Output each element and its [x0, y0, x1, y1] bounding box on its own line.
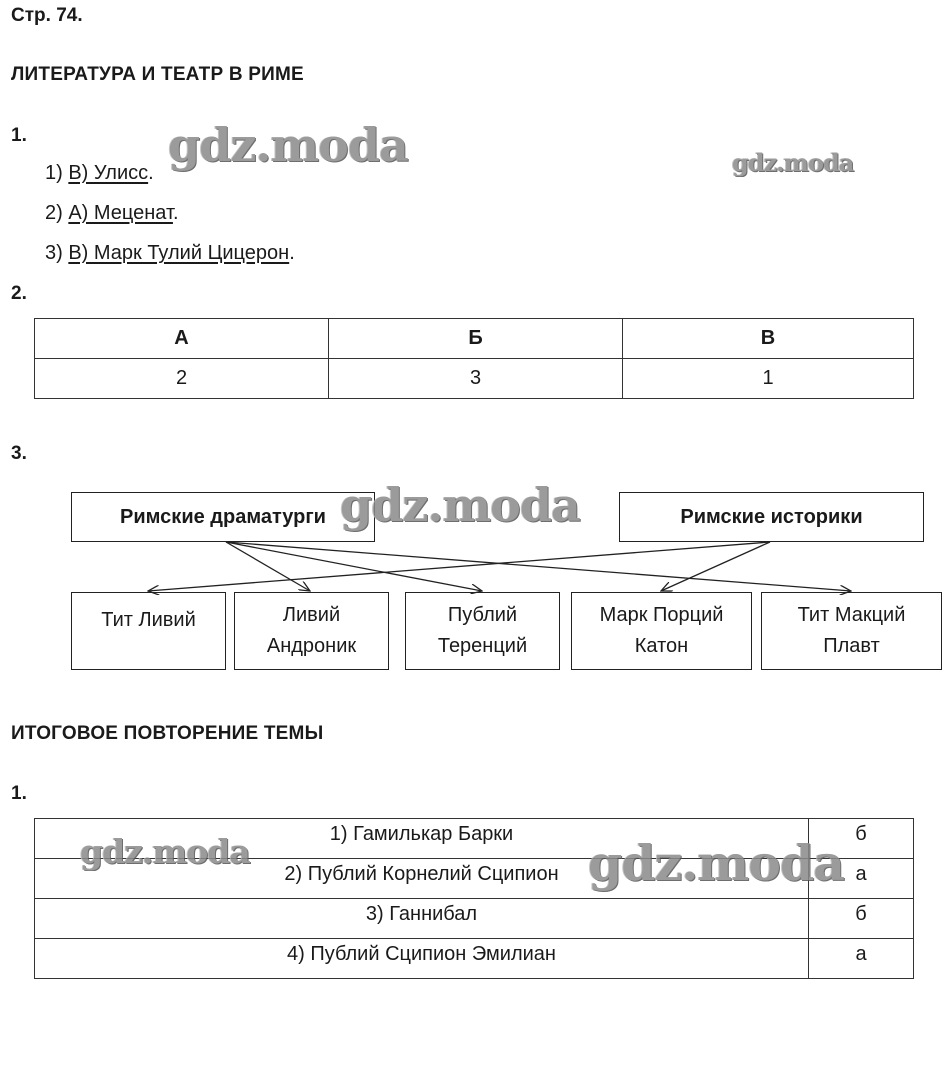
question-number: 3. — [11, 443, 27, 464]
person-box — [405, 592, 560, 670]
answer-text: В) Улисс — [68, 162, 149, 184]
table-cell-name: 2) Публий Корнелий Сципион — [35, 859, 809, 899]
answer-prefix: 1) — [45, 162, 69, 184]
watermark: gdz.moda — [168, 118, 408, 172]
person-name-line: Плавт — [823, 635, 880, 657]
answer-suffix: . — [172, 202, 179, 224]
question-number: 1. — [11, 783, 27, 804]
person-name-line: Марк Порций — [599, 604, 724, 626]
person-name-line: Публий — [447, 604, 518, 626]
question-number: 2. — [11, 283, 27, 304]
person-name-line: Теренций — [437, 635, 528, 657]
table-cell-answer: б — [809, 819, 914, 859]
person-name-line: Андроник — [266, 635, 357, 657]
page-heading: Стр. 74. — [11, 5, 83, 26]
answer-text: А) Меценат — [68, 202, 173, 224]
table-cell: 1 — [623, 359, 914, 399]
table-cell: 2 — [35, 359, 329, 399]
arrow-line — [226, 542, 482, 591]
person-name-line: Катон — [634, 635, 689, 657]
answer-prefix: 3) — [45, 242, 69, 264]
table-cell-answer: а — [809, 859, 914, 899]
arrow-line — [226, 542, 851, 591]
table-cell-name: 1) Гамилькар Барки — [35, 819, 809, 859]
table-header-b: Б — [329, 319, 623, 359]
person-name: Тит Ливий — [101, 608, 196, 631]
table-cell-name: 3) Ганнибал — [35, 899, 809, 939]
answer-suffix: . — [289, 242, 295, 264]
person-box — [234, 592, 389, 670]
group-label: Римские историки — [680, 505, 863, 528]
section-title-literature: ЛИТЕРАТУРА И ТЕАТР В РИМЕ — [11, 64, 304, 85]
answer-prefix: 2) — [45, 202, 69, 224]
watermark: gdz.moda — [80, 832, 250, 871]
person-box — [571, 592, 752, 670]
watermark: gdz.moda — [340, 478, 580, 532]
table-cell-answer: б — [809, 899, 914, 939]
person-name-line: Ливий — [282, 604, 341, 626]
person-box — [71, 592, 226, 670]
section-title-review: ИТОГОВОЕ ПОВТОРЕНИЕ ТЕМЫ — [11, 723, 324, 744]
answer-text: В) Марк Тулий Цицерон — [68, 242, 290, 264]
table-header-v: В — [623, 319, 914, 359]
question-number: 1. — [11, 125, 27, 146]
table-row — [35, 899, 914, 939]
table-row — [35, 939, 914, 979]
watermark: gdz.moda — [588, 834, 844, 892]
table-cell-name: 4) Публий Сципион Эмилиан — [35, 939, 809, 979]
group-label: Римские драматурги — [120, 505, 326, 528]
table-header-a: А — [35, 319, 329, 359]
table-cell: 3 — [329, 359, 623, 399]
person-name-line: Тит Макций — [797, 604, 906, 626]
watermark: gdz.moda — [732, 148, 854, 177]
table-cell-answer: а — [809, 939, 914, 979]
answer-suffix: . — [148, 162, 154, 184]
person-box — [761, 592, 942, 670]
